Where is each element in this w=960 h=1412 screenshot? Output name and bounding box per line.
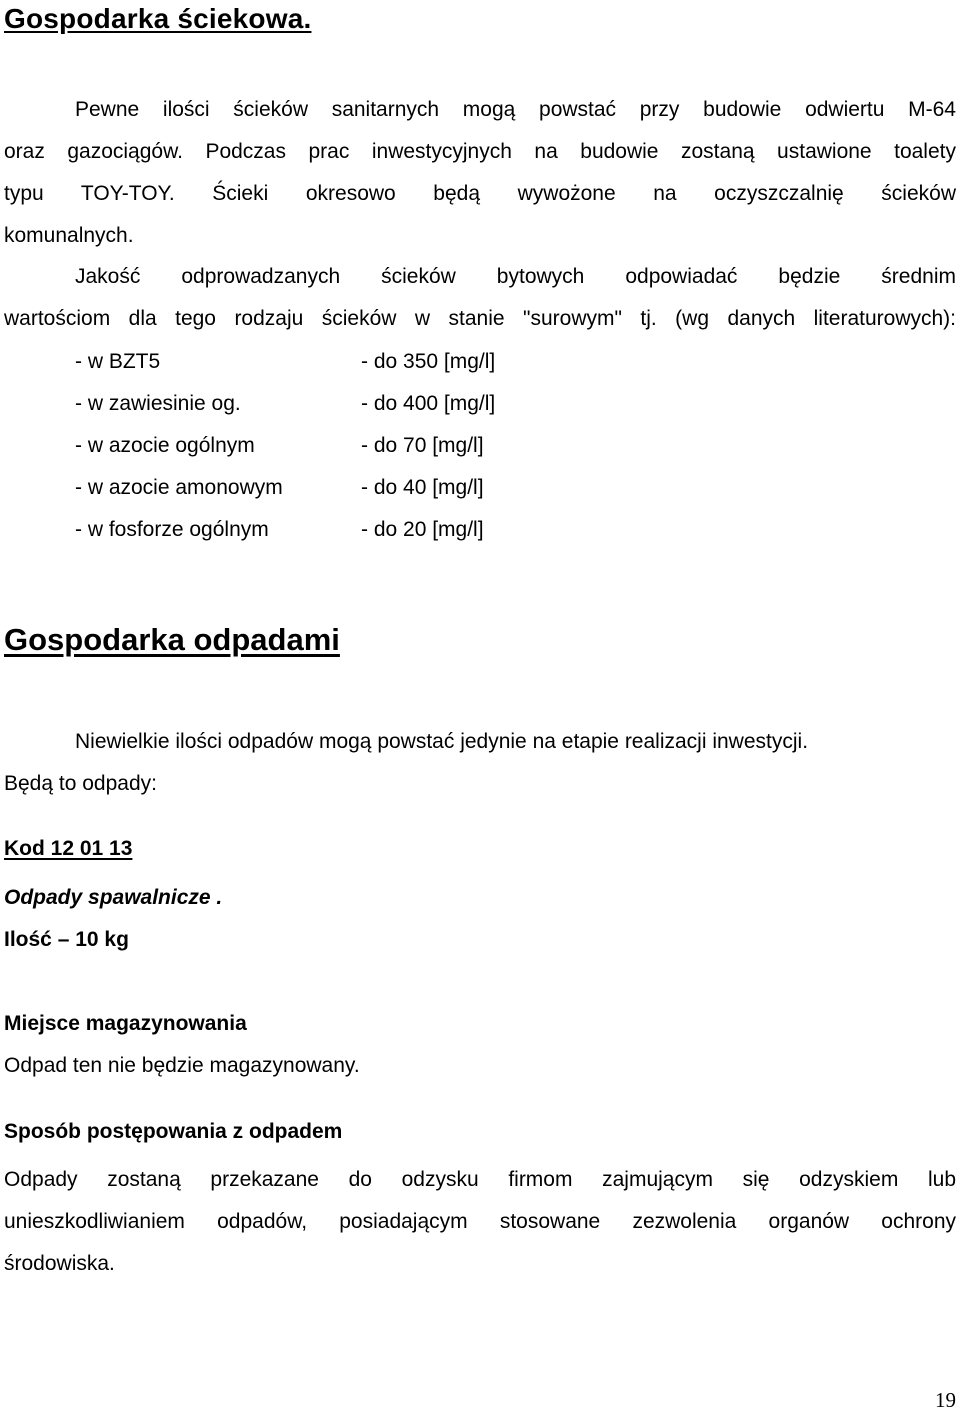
paragraph-wastewater-quality (4, 256, 956, 340)
handling-paragraph (4, 1159, 956, 1285)
pollutant-name: - w fosforze ogólnym (75, 518, 269, 541)
storage-text: Odpad ten nie będzie magazynowany. (4, 1054, 360, 1077)
paragraph-line: wartościom dla tego rodzaju ścieków w stanie "surowym" tj. (wg danych literaturowych): (4, 307, 956, 330)
pollutant-value: - do 70 [mg/l] (361, 434, 484, 457)
waste-intro-line: Będą to odpady: (4, 772, 157, 795)
pollutant-name: - w azocie ogólnym (75, 434, 255, 457)
section-title-wastewater: Gospodarka ściekowa. (4, 3, 312, 34)
page-number: 19 (935, 1388, 956, 1412)
waste-code: Kod 12 01 13 (4, 837, 133, 860)
paragraph-line: środowiska. (4, 1252, 115, 1275)
section-title-waste: Gospodarka odpadami (4, 622, 340, 657)
handling-heading: Sposób postępowania z odpadem (4, 1120, 343, 1143)
pollutant-name: - w BZT5 (75, 350, 161, 373)
pollutant-value: - do 40 [mg/l] (361, 476, 484, 499)
pollutant-name: - w zawiesinie og. (75, 392, 241, 415)
pollutant-value: - do 350 [mg/l] (361, 350, 496, 373)
pollutant-name: - w azocie amonowym (75, 476, 283, 499)
waste-name: Odpady spawalnicze . (4, 886, 223, 909)
paragraph-line: unieszkodliwianiem odpadów, posiadającym stosowane zezwolenia organów ochrony (4, 1210, 956, 1233)
pollutant-value: - do 400 [mg/l] (361, 392, 496, 415)
waste-quantity: Ilość – 10 kg (4, 928, 129, 951)
pollutant-value: - do 20 [mg/l] (361, 518, 484, 541)
waste-intro-line: Niewielkie ilości odpadów mogą powstać jedynie na etapie realizacji inwestycji. (75, 730, 809, 753)
paragraph-line: Pewne ilości ścieków sanitarnych mogą powstać przy budowie odwiertu M-64 (75, 98, 956, 121)
storage-heading: Miejsce magazynowania (4, 1012, 247, 1035)
paragraph-line: typu TOY-TOY. Ścieki okresowo będą wywożone na oczyszczalnię ścieków (4, 182, 956, 205)
paragraph-line: Jakość odprowadzanych ścieków bytowych odpowiadać będzie średnim (75, 265, 956, 288)
paragraph-line: komunalnych. (4, 224, 134, 247)
paragraph-line: oraz gazociągów. Podczas prac inwestycyjnych na budowie zostaną ustawione toalety (4, 140, 956, 163)
paragraph-wastewater-intro (4, 89, 956, 257)
paragraph-line: Odpady zostaną przekazane do odzysku firmom zajmującym się odzyskiem lub (4, 1168, 956, 1191)
